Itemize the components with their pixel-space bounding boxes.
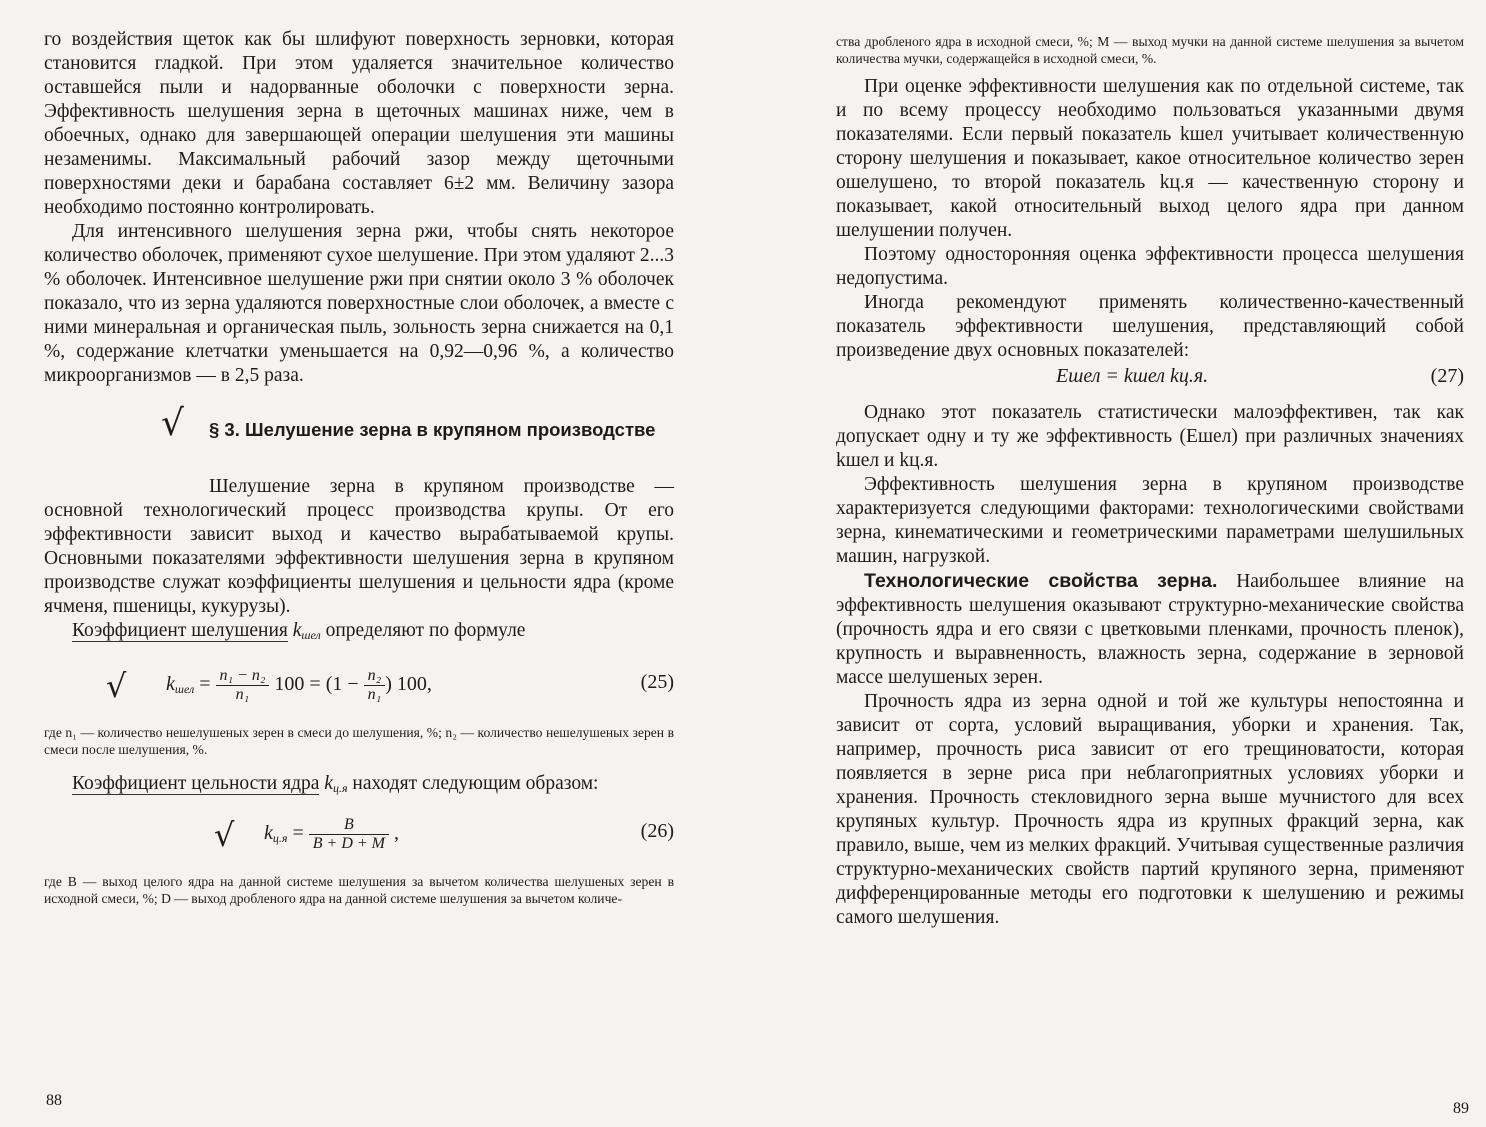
left-paragraph-3 (44, 475, 674, 619)
fraction-26: $\frac{B}{B + D + M}$ (309, 816, 389, 853)
left-paragraph-5-rest: находят следующим образом: (347, 773, 599, 794)
right-paragraph-4: Однако этот показатель статистически малоэффективен, так как допускает одну и ту же эффективность (Eшел) при различных значениях kшел и kц.я. (836, 402, 1464, 471)
left-paragraph-2: Для интенсивного шелушения зерна ржи, чтобы снять некоторое количество оболочек, применяют сухое шелушение. При этом удаляют 2...3 % оболочек. Интенсивное шелушение ржи при снятии около 3 % оболочек показало, что из зерна удаляются поверхностные слои оболочек, а вместе с ними минеральная и органическая пыль, зольность зерна снижается на 0,1 %, содержание клетчатки уменьшается на 0,92—0,96 %, а количество микроорганизмов — в 2,5 раза. (44, 221, 674, 386)
left-paragraph-4-rest: определяют по формуле (320, 620, 526, 641)
right-paragraph-6 (836, 569, 1464, 690)
formula-27 (836, 363, 1464, 393)
page-number-right: 89 (1453, 1100, 1469, 1117)
formula-25-expression: $k_{шел}$ = $\frac{\text{n₁ − n₂}}{\text{n₁}}$ 100 = (1 − $\frac{\text{n₂}}{\text{n₁}}$ ) 100, (166, 667, 432, 703)
right-page (743, 0, 1486, 1127)
formula-25-number: (25) (640, 671, 674, 693)
right-column (836, 34, 1464, 930)
right-paragraph-3: Иногда рекомендуют применять количественно-качественный показатель эффективности шелушения, представляющий собой произведение двух основных показателей: (836, 292, 1464, 361)
formula-26 (44, 810, 674, 868)
right-paragraph-2: Поэтому односторонняя оценка эффективности процесса шелушения недопустима. (836, 244, 1464, 289)
symbol-k-shel: $k_{шел}$ (292, 620, 321, 642)
term-k-cya: Коэффициент цельности ядра (72, 773, 320, 794)
symbol-k-cya: $k_{ц.я}$ (324, 773, 348, 795)
term-k-shel: Коэффициент шелушения (72, 620, 288, 641)
page-number-left: 88 (46, 1092, 62, 1109)
right-paragraph-6-text: Наибольшее влияние на эффективность шелушения оказывают структурно-механические свойства (прочность ядра и его связи с цветковыми пленками, прочность пленок), крупность и выравненность, влажность зерна, содержание в зерновой массе шелушеных зерен. (836, 571, 1464, 688)
checkmark-icon: √ (161, 403, 184, 444)
left-column (44, 28, 674, 907)
left-paragraph-4 (44, 619, 674, 647)
note-continuation: ства дробленого ядра в исходной смеси, %; M — выход мучки на данной системе шелушения за вычетом количества мучки, содержащейся в исходной смеси, %. (836, 34, 1464, 66)
right-paragraph-1: При оценке эффективности шелушения как по отдельной системе, так и по всему процессу необходимо пользоваться указанными двумя показателями. Если первый показатель kшел учитывает количественную сторону шелушения и показывает, какое относительное количество зерен ошелушено, то второй показатель kц.я — качественную сторону и показывает, какой относительный выход целого ядра при данном шелушении получен. (836, 76, 1464, 241)
left-paragraph-3-text: Шелушение зерна в крупяном производстве — основной технологический процесс производства крупы. От его эффективности зависит выход и качество вырабатываемой крупы. Основными показателями эффективности шелушения зерна в крупяном производстве служат коэффициенты шелушения и цельности ядра (кроме ячменя, пшеницы, кукурузы). (44, 476, 674, 617)
checkmark-icon: √ (106, 667, 127, 705)
section-heading (161, 403, 674, 444)
formula-27-expression: Eшел = kшел kц.я. (1056, 365, 1209, 387)
subheading-tech-properties: Технологические свойства зерна. (864, 570, 1218, 592)
left-paragraph-5 (44, 772, 674, 800)
right-paragraph-5: Эффективность шелушения зерна в крупяном производстве характеризуется следующими факторами: технологическими свойствами зерна, кинематическими и геометрическими параметрами шелушильных машин, нагрузкой. (836, 474, 1464, 567)
formula-25 (44, 661, 674, 719)
note-25: где n₁ — количество нешелушеных зерен в смеси до шелушения, %; n₂ — количество нешелушеных зерен в смеси после шелушения, %. (44, 725, 674, 757)
note-26: где B — выход целого ядра на данной системе шелушения за вычетом количества шелушеных зерен в исходной смеси, %; D — выход дробленого ядра на данной системе шелушения за вычетом количе- (44, 874, 674, 906)
fraction-1: $\frac{\text{n₁ − n₂}}{\text{n₁}}$ (216, 667, 270, 704)
fraction-2: $\frac{\text{n₂}}{\text{n₁}}$ (364, 667, 386, 704)
formula-26-expression: $k_{ц.я}$ = $\frac{B}{B + D + M}$ , (264, 816, 399, 852)
formula-27-number: (27) (1430, 365, 1464, 387)
left-paragraph-1: го воздействия щеток как бы шлифуют поверхность зерновки, которая становится гладкой. При этом удаляется значительное количество оставшейся пыли и надорванные оболочки с поверхности зерна. Эффективность шелушения зерна в щеточных машинах ниже, чем в обоечных, однако для завершающей операции шелушения эти машины незаменимы. Максимальный рабочий зазор между щеточными поверхностями деки и барабана составляет 6±2 мм. Величину зазора необходимо постоянно контролировать. (44, 29, 674, 218)
checkmark-icon: √ (214, 816, 235, 854)
right-paragraph-7: Прочность ядра из зерна одной и той же культуры непостоянна и зависит от сорта, условий выращивания, уборки и хранения. Так, например, прочность риса зависит от его трещиноватости, которая появляется в зерне риса при неблагоприятных условиях уборки и хранения. Прочность стекловидного зерна выше мучнистого для всех крупяных культур. Прочность ядра из крупных фракций зерна, как правило, выше, чем из мелких фракций. Учитывая существенные различия структурно-механических свойств партий крупяного зерна, применяют дифференцированные методы его подготовки к шелушению и режимы самого шелушения. (836, 691, 1464, 928)
section-heading-text: § 3. Шелушение зерна в крупяном производстве (209, 419, 656, 440)
formula-26-number: (26) (640, 820, 674, 842)
